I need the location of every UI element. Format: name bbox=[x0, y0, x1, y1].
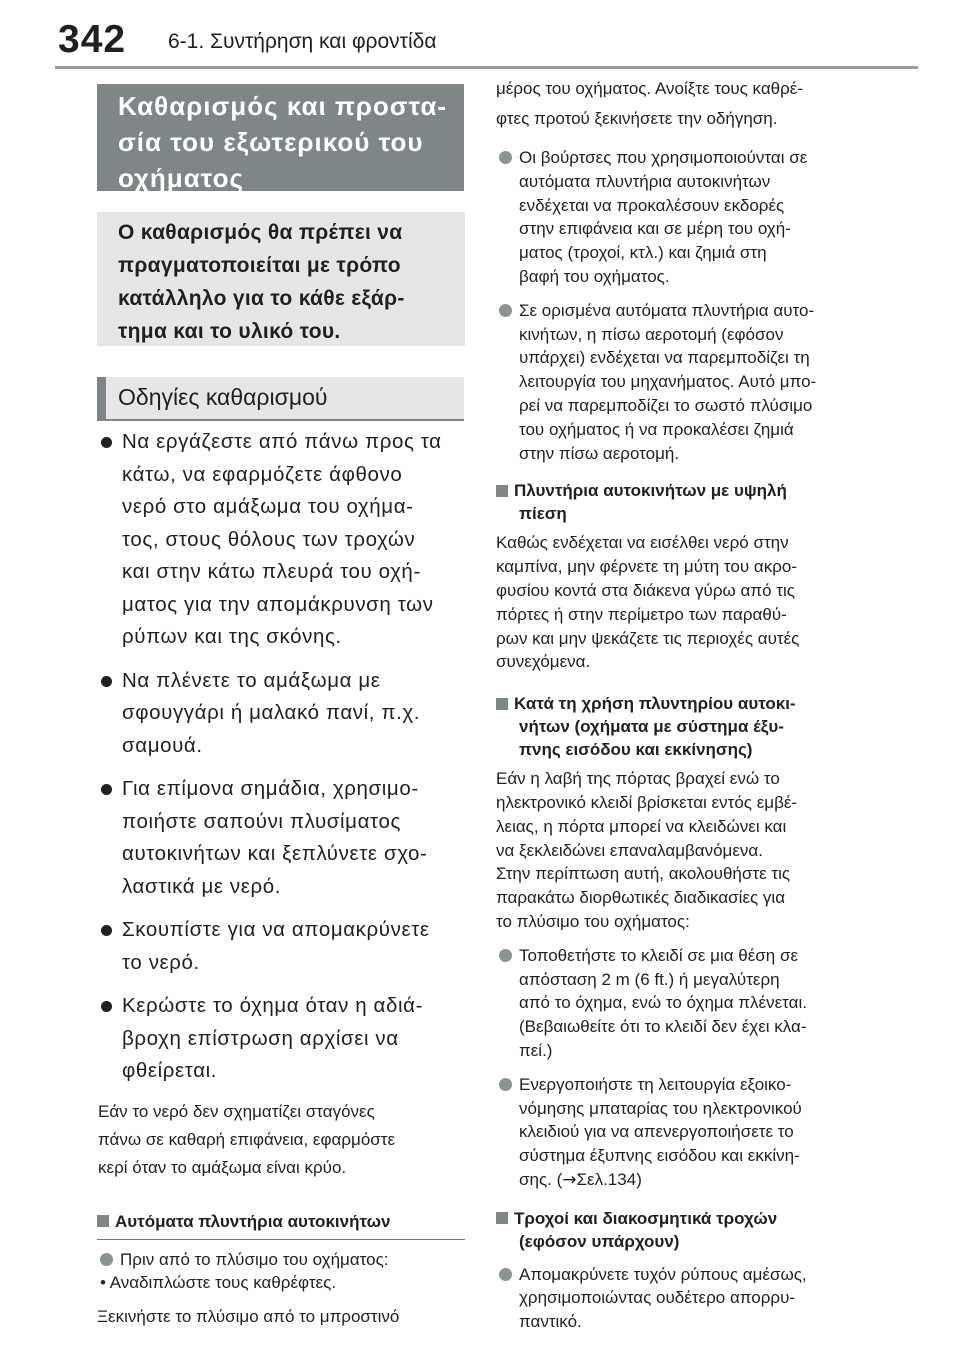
subheading-underline bbox=[97, 419, 464, 421]
chapter-title-box bbox=[97, 84, 464, 191]
intro-line: κατάλληλο για το κάθε εξάρ- bbox=[118, 287, 405, 310]
bullet-icon bbox=[499, 949, 512, 962]
list-item: Σε ορισμένα αυτόματα πλυντήρια αυτο- κινήτων, η πίσω αεροτομή (εφόσον υπάρχει) ενδέχεται να παρεμποδίζει τη λειτουργία του μηχανήματος. Αυτό μπο- ρεί να παρεμποδίζει το σωστό πλύσιμο του οχήματος ή να προκαλέσει ζημιά στην πίσω αεροτομή. bbox=[496, 299, 866, 466]
bullet-icon bbox=[100, 1253, 113, 1266]
intro-line: πραγματοποιείται με τρόπο bbox=[118, 254, 401, 277]
smart-key-paragraph: Εάν η λαβή της πόρτας βραχεί ενώ το ηλεκτρονικό κλειδί βρίσκεται εντός εμβέ- λειας, η πόρτα μπορεί να κλειδώνει και να ξεκλειδώνει επαναλαμβανόμενα. Στην περίπτωση αυτή, ακολουθήστε τις παρακάτω διορθωτικές διαδικασίες για το πλύσιμο του οχήματος: bbox=[496, 769, 798, 931]
high-pressure-section-title: Πλυντήρια αυτοκινήτων με υψηλή πίεση bbox=[496, 479, 866, 525]
bullet-icon bbox=[101, 676, 112, 687]
bullet-icon bbox=[101, 437, 112, 448]
page-reference-arrow-icon: → bbox=[562, 1169, 577, 1190]
title-line: Καθαρισμός και προστα- bbox=[118, 91, 448, 121]
section-square-icon bbox=[496, 1212, 508, 1224]
car-wash-paragraph-start: Ξεκινήστε το πλύσιμο από το μπροστινό bbox=[97, 1306, 400, 1326]
left-column bbox=[97, 426, 465, 1329]
page-number: 342 bbox=[58, 18, 127, 61]
list-item: Ενεργοποιήστε τη λειτουργία εξοικο- νόμησης μπαταρίας του ηλεκτρονικού κλειδιού για να απενεργοποιήσετε το σύστημα έξυπνης εισόδου και εκκίνη- σης. (→Σελ.134) bbox=[496, 1073, 866, 1193]
list-item: Σκουπίστε για να απομακρύνετε το νερό. bbox=[97, 914, 465, 979]
section-title: 6-1. Συντήρηση και φροντίδα bbox=[168, 30, 437, 53]
bullet-icon bbox=[101, 1001, 112, 1012]
title-line: σία του εξωτερικού του bbox=[118, 127, 424, 157]
wax-paragraph: Εάν το νερό δεν σχηματίζει σταγόνες πάνω σε καθαρή επιφάνεια, εφαρμόστε κερί όταν το αμάξωμα είναι κρύο. bbox=[98, 1101, 396, 1177]
cleaning-steps-list bbox=[97, 426, 465, 1088]
section-square-icon bbox=[496, 698, 508, 710]
bullet-icon bbox=[499, 1078, 512, 1091]
right-column bbox=[496, 74, 866, 1334]
header-divider bbox=[55, 66, 918, 69]
bullet-icon bbox=[499, 304, 512, 317]
list-item: Οι βούρτσες που χρησιμοποιούνται σε αυτόματα πλυντήρια αυτοκινήτων ενδέχεται να προκαλέσουν εκδορές στην επιφάνεια και σε μέρη του οχή- ματος (τροχοί, κτλ.) και ζημιά στη βαφή του οχήματος. bbox=[496, 146, 866, 289]
page-reference-link[interactable]: Σελ.134 bbox=[576, 1169, 637, 1189]
wheels-section-title: Τροχοί και διακοσμητικά τροχών (εφόσον υπάρχουν) bbox=[496, 1207, 866, 1253]
bullet-icon bbox=[101, 784, 112, 795]
cleaning-instructions-heading: Οδηγίες καθαρισμού bbox=[97, 377, 464, 419]
bullet-icon bbox=[499, 1268, 512, 1281]
section-square-icon bbox=[97, 1215, 109, 1227]
sub-list-item: • Αναδιπλώστε τους καθρέφτες. bbox=[100, 1272, 337, 1292]
list-item: Κερώστε το όχημα όταν η αδιά- βροχη επίστρωση αρχίσει να φθείρεται. bbox=[97, 990, 465, 1088]
list-item: Τοποθετήστε το κλειδί σε μια θέση σε απόσταση 2 m (6 ft.) ή μεγαλύτερη από το όχημα, ενώ το όχημα πλένεται. (Βεβαιωθείτε ότι το κλειδί δεν έχει κλα- πεί.) bbox=[496, 944, 866, 1063]
list-item: Απομακρύνετε τυχόν ρύπους αμέσως, χρησιμοποιώντας ουδέτερο απορρυ- παντικό. bbox=[496, 1263, 866, 1334]
list-item: Να εργάζεστε από πάνω προς τα κάτω, να εφαρμόζετε άφθονο νερό στο αμάξωμα του οχήμα- τος, στους θόλους των τροχών και στην κάτω πλευρά του οχή- ματος για την απομάκρυνση των ρύπων και της σκόνης. bbox=[97, 426, 465, 654]
high-pressure-paragraph: Καθώς ενδέχεται να εισέλθει νερό στην καμπίνα, μην φέρνετε τη μύτη του ακρο- φυσίου κοντά στα διάκενα γύρω από τις πόρτες ή στην περίμετρο των παραθύ- ρων και μην ψεκάζετε τις περιοχές αυτές συνεχόμενα. bbox=[496, 533, 800, 672]
title-line: οχήματος bbox=[118, 163, 244, 193]
bullet-icon bbox=[499, 151, 512, 164]
smart-key-section-title: Κατά τη χρήση πλυντηρίου αυτοκι- νήτων (οχήματα με σύστημα έξυ- πνης εισόδου και εκκίνησης) bbox=[496, 692, 866, 761]
intro-line: τημα και το υλικό του. bbox=[118, 320, 341, 343]
section-square-icon bbox=[496, 485, 508, 497]
intro-box bbox=[97, 212, 465, 346]
bullet-icon bbox=[101, 925, 112, 936]
list-item: Να πλένετε το αμάξωμα με σφουγγάρι ή μαλακό πανί, π.χ. σαμουά. bbox=[97, 665, 465, 763]
car-wash-paragraph-end: μέρος του οχήματος. Ανοίξτε τους καθρέ- φτες προτού ξεκινήσετε την οδήγηση. bbox=[496, 79, 804, 128]
list-item: Για επίμονα σημάδια, χρησιμο- ποιήστε σαπούνι πλυσίματος αυτοκινήτων και ξεπλύνετε σχο- λαστικά με νερό. bbox=[97, 773, 465, 903]
intro-line: Ο καθαρισμός θα πρέπει να bbox=[118, 221, 403, 244]
car-wash-section-title: Αυτόματα πλυντήρια αυτοκινήτων bbox=[97, 1210, 465, 1240]
list-item: Πριν από το πλύσιμο του οχήματος: bbox=[97, 1248, 465, 1271]
